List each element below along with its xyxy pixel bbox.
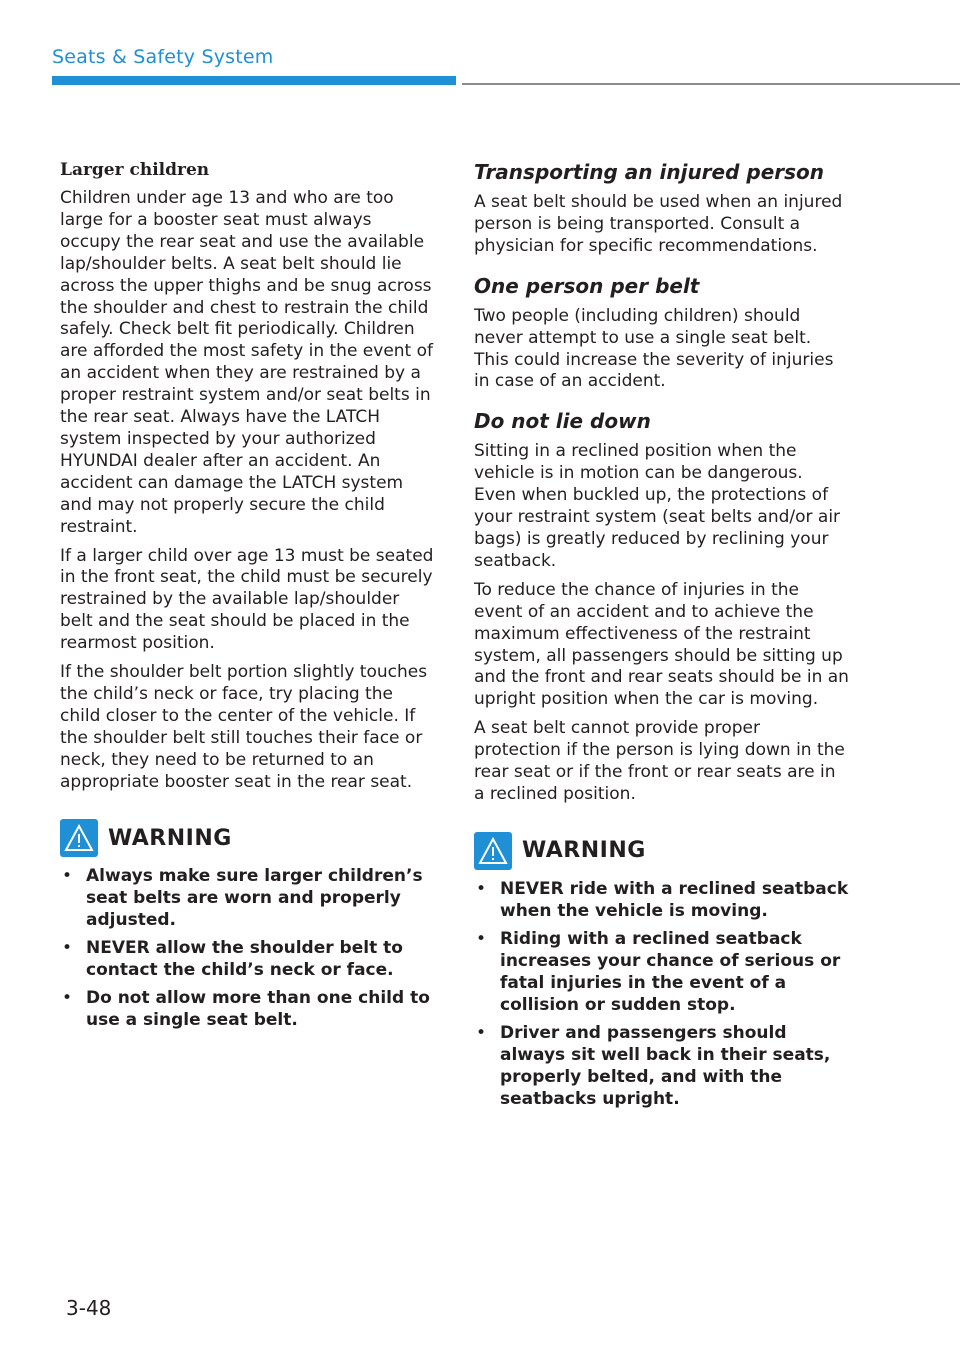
paragraph: A seat belt should be used when an injured person is being transported. Consult a physician for specific recommendations.: [474, 192, 843, 256]
header-accent-bar: [52, 76, 456, 85]
list-item: • Always make sure larger children’s seat belts are worn and properly adjusted.: [60, 865, 436, 931]
warning-label: WARNING: [522, 838, 646, 864]
heading-larger-children: Larger children: [60, 160, 210, 180]
heading-transporting-injured: Transporting an injured person: [474, 160, 825, 184]
warning-triangle-icon: [474, 832, 512, 870]
warning-list-left: [60, 865, 436, 1031]
page-number: 3-48: [66, 1296, 112, 1320]
paragraph: Two people (including children) should never attempt to use a single seat belt. This could increase the severity of injuries in case of an accident.: [474, 305, 834, 392]
section-title: Seats & Safety System: [52, 46, 274, 68]
header-rule: [462, 83, 960, 85]
right-column: [474, 158, 850, 1116]
list-item: • NEVER ride with a reclined seatback when the vehicle is moving.: [474, 878, 850, 922]
heading-one-person-per-belt: One person per belt: [474, 273, 700, 298]
warning-label: WARNING: [108, 825, 232, 851]
list-item: • Riding with a reclined seatback increases your chance of serious or fatal injuries in the event of a collision or sudden stop.: [474, 928, 850, 1016]
warning-list-right: [474, 878, 850, 1110]
paragraph: To reduce the chance of injuries in the event of an accident and to achieve the maximum effectiveness of the restraint system, all passengers should be sitting up and the front and rear seats should be in an upright position when the car is moving.: [474, 579, 849, 710]
paragraph: Children under age 13 and who are too large for a booster seat must always occupy the rear seat and use the available lap/shoulder belts. A seat belt should lie across the upper thighs and be snug across the shoulder and chest to restrain the child safely. Check belt fit periodically. Children are afforded the most safety in the event of an accident when they are restrained by a proper restraint system and/or seat belts in the rear seat. Always have the LATCH system inspected by your authorized HYUNDAI dealer after an accident. An accident can damage the LATCH system and may not properly secure the child restraint.: [60, 188, 434, 537]
warning-triangle-icon: [60, 819, 98, 857]
paragraph: A seat belt cannot provide proper protection if the person is lying down in the rear seat or if the front or rear seats are in a reclined position.: [474, 718, 845, 804]
list-item: • NEVER allow the shoulder belt to contact the child’s neck or face.: [60, 937, 436, 981]
paragraph: If the shoulder belt portion slightly touches the child’s neck or face, try placing the child closer to the center of the vehicle. If the shoulder belt still touches their face or neck, they need to be returned to an appropriate booster seat in the rear seat.: [60, 662, 428, 792]
paragraph: Sitting in a reclined position when the vehicle is in motion can be dangerous. Even when buckled up, the protections of your restraint system (seat belts and/or air bags) is greatly reduced by reclining your seatback.: [474, 441, 841, 571]
heading-do-not-lie-down: Do not lie down: [474, 409, 651, 434]
paragraph: If a larger child over age 13 must be seated in the front seat, the child must be securely restrained by the available lap/shoulder belt and the seat should be placed in the rearmost position.: [60, 545, 434, 654]
warning-box-right: [474, 832, 850, 870]
list-item: • Driver and passengers should always sit well back in their seats, properly belted, and with the seatbacks upright.: [474, 1022, 850, 1110]
left-column: [60, 158, 436, 1037]
warning-box-left: [60, 819, 436, 857]
list-item: • Do not allow more than one child to use a single seat belt.: [60, 987, 436, 1031]
